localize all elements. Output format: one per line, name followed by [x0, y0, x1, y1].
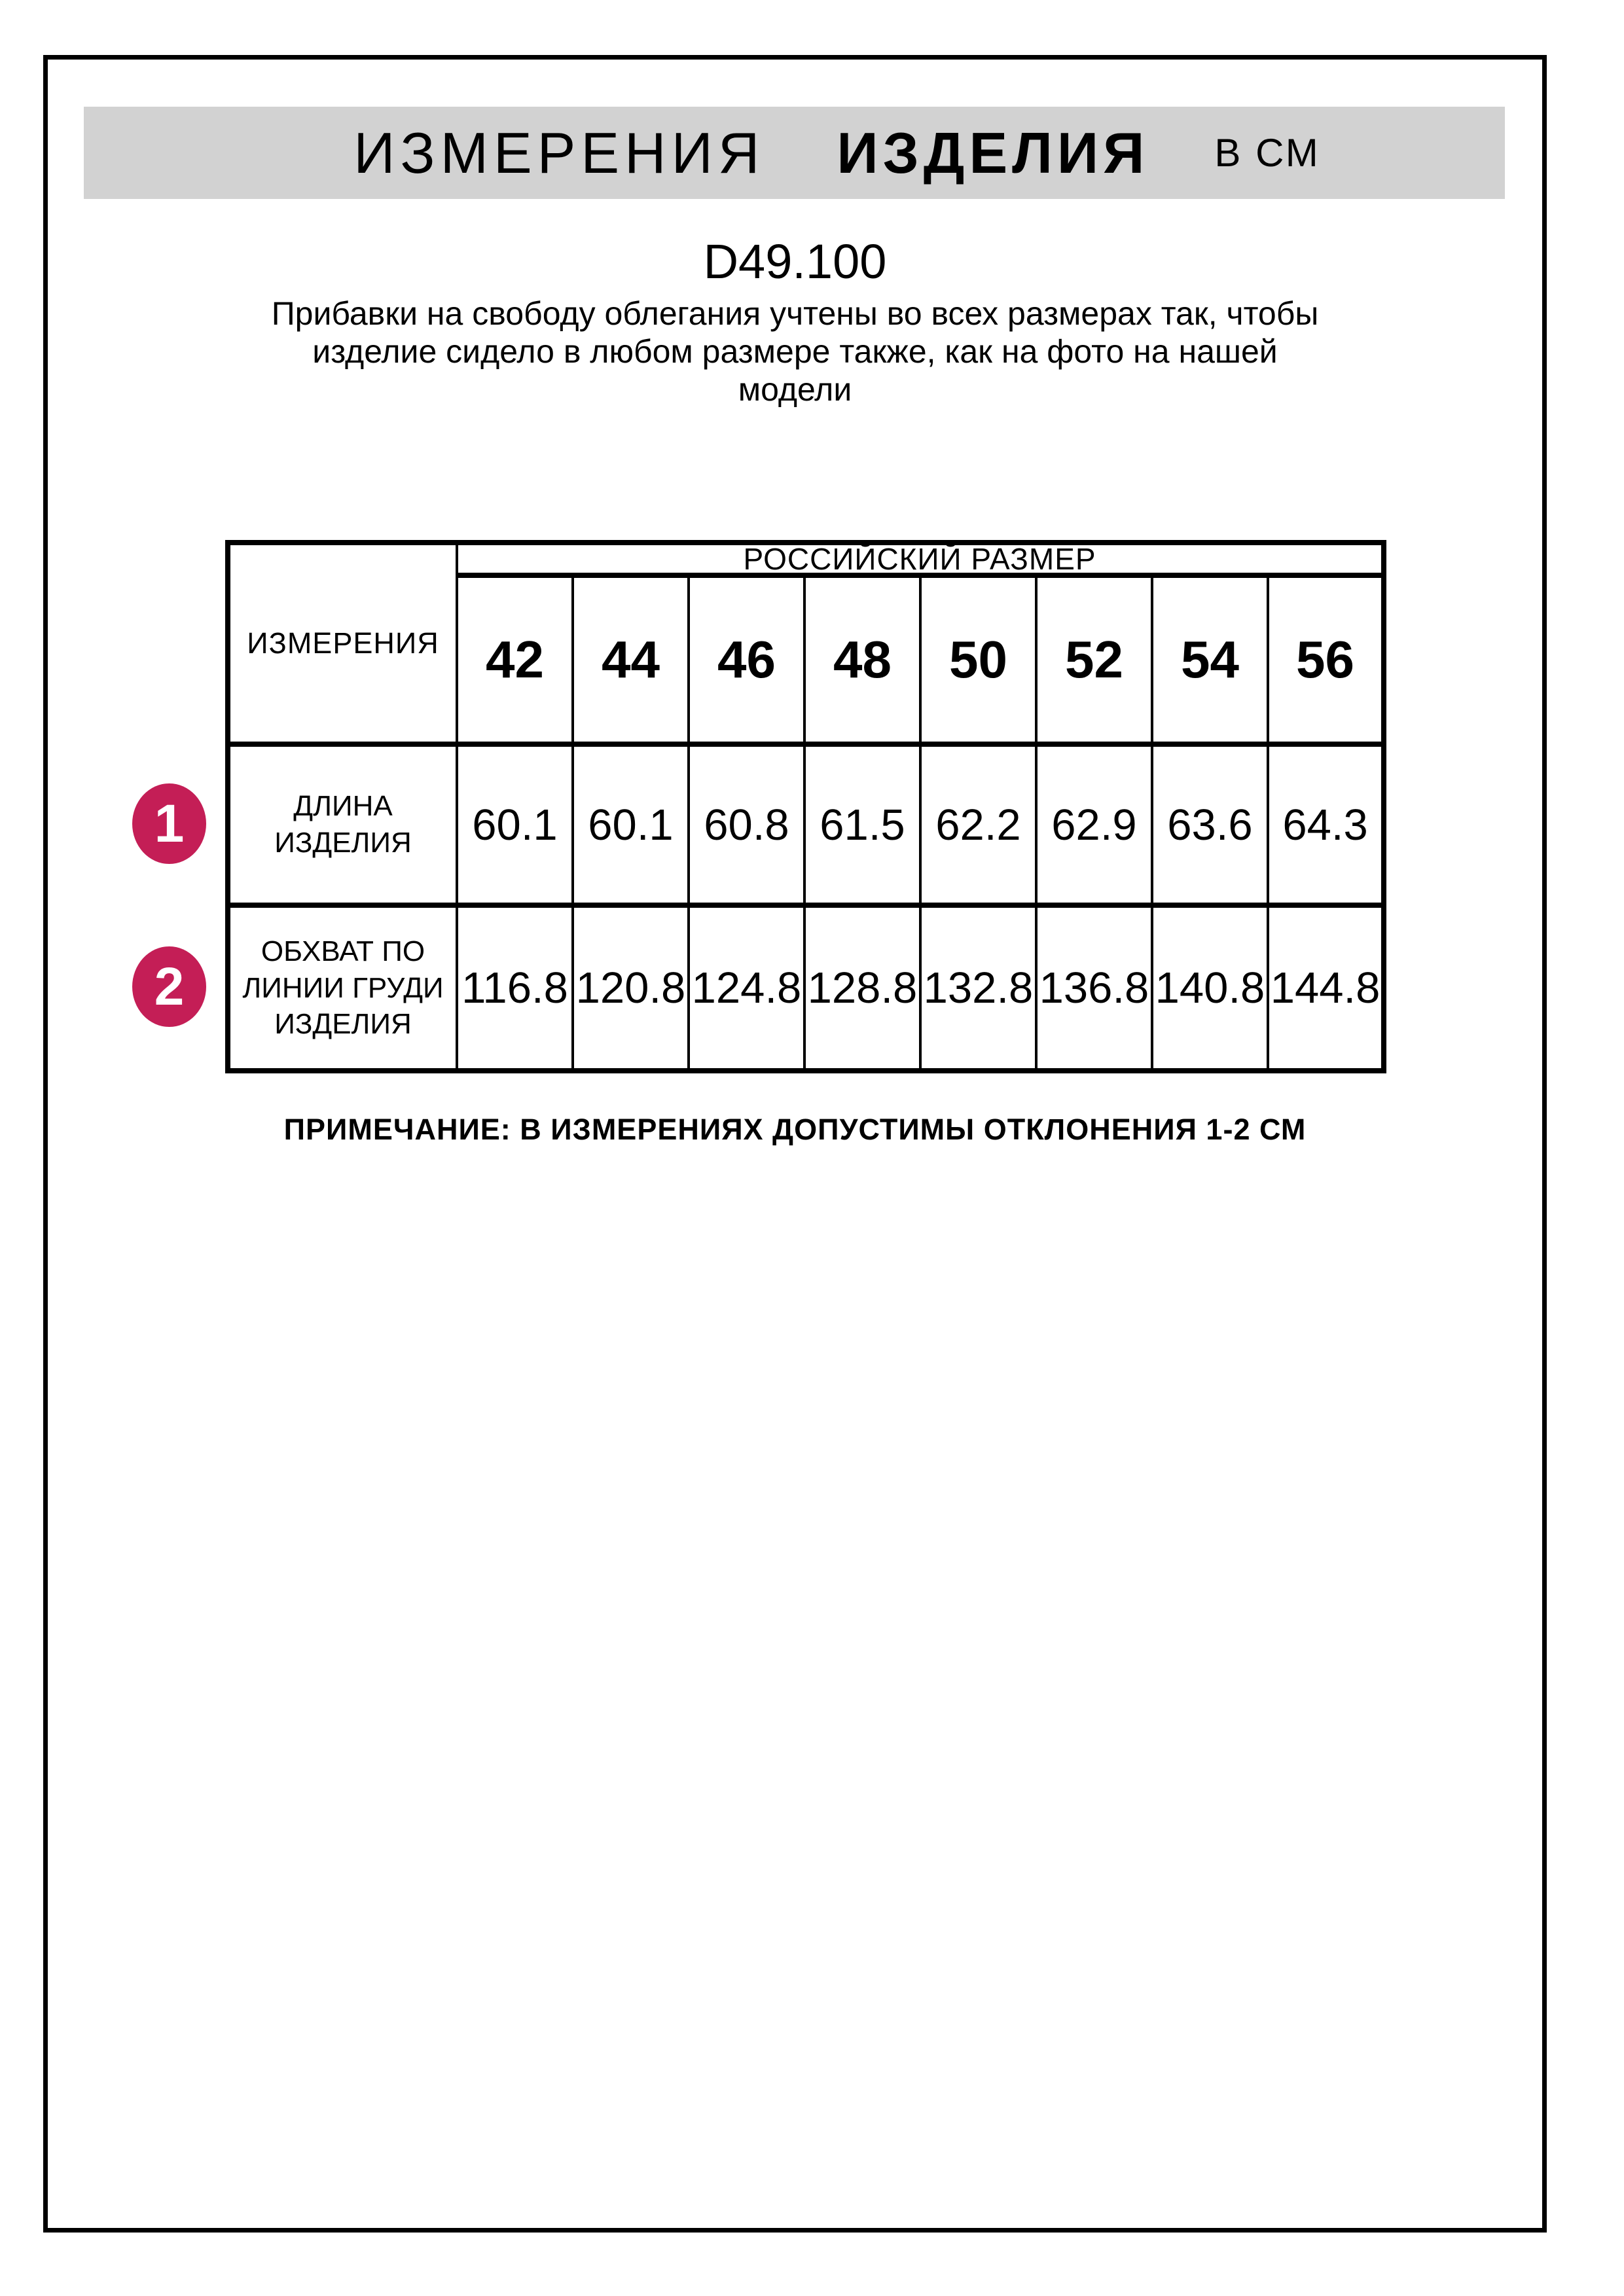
value-cell: 140.8 [1152, 905, 1268, 1071]
value-cell: 132.8 [920, 905, 1036, 1071]
size-header-cell: 50 [920, 575, 1036, 744]
value-cell: 62.9 [1036, 744, 1152, 905]
value-cell: 60.1 [573, 744, 689, 905]
title-word-product: ИЗДЕЛИЯ [837, 120, 1149, 185]
title-unit-cm: В СМ [1214, 131, 1320, 175]
measurements-table [225, 540, 1386, 1073]
row-label-length: ДЛИНА ИЗДЕЛИЯ [228, 744, 457, 905]
size-header-cell: 44 [573, 575, 689, 744]
size-header-cell: 54 [1152, 575, 1268, 744]
note-text: ПРИМЕЧАНИЕ: В ИЗМЕРЕНИЯХ ДОПУСТИМЫ ОТКЛОНЕНИЯ 1-2 СМ [283, 1113, 1307, 1146]
corner-label-cell: ИЗМЕРЕНИЯ [228, 543, 457, 744]
size-header-cell: 56 [1268, 575, 1384, 744]
value-cell: 61.5 [804, 744, 920, 905]
value-cell: 60.8 [689, 744, 804, 905]
row-marker-1-number: 1 [154, 793, 185, 853]
value-cell: 60.1 [457, 744, 573, 905]
intro-paragraph [43, 295, 1547, 408]
row-marker-2-badge [132, 946, 206, 1027]
russian-size-header-cell: РОССИЙСКИЙ РАЗМЕР [457, 543, 1384, 575]
value-cell: 144.8 [1268, 905, 1384, 1071]
intro-line-1: Прибавки на свободу облегания учтены во всех размерах так, чтобы [271, 295, 1319, 332]
table-row-length [228, 744, 1384, 905]
size-header-cell: 52 [1036, 575, 1152, 744]
model-code: D49.100 [703, 234, 887, 289]
value-cell: 63.6 [1152, 744, 1268, 905]
size-header-cell: 42 [457, 575, 573, 744]
intro-line-3: модели [738, 371, 852, 408]
title-bar [84, 107, 1505, 199]
table-group-header-row [228, 543, 1384, 575]
row-marker-1-badge [132, 783, 206, 864]
value-cell: 124.8 [689, 905, 804, 1071]
intro-line-2: изделие сидело в любом размере также, как на фото на нашей [312, 333, 1278, 370]
value-cell: 120.8 [573, 905, 689, 1071]
table-row-chest [228, 905, 1384, 1071]
row-label-chest: ОБХВАТ ПО ЛИНИИ ГРУДИ ИЗДЕЛИЯ [228, 905, 457, 1071]
value-cell: 64.3 [1268, 744, 1384, 905]
value-cell: 116.8 [457, 905, 573, 1071]
title-word-measurements: ИЗМЕРЕНИЯ [353, 120, 765, 185]
row-marker-2-number: 2 [154, 956, 185, 1016]
size-header-cell: 46 [689, 575, 804, 744]
value-cell: 136.8 [1036, 905, 1152, 1071]
value-cell: 128.8 [804, 905, 920, 1071]
value-cell: 62.2 [920, 744, 1036, 905]
size-header-cell: 48 [804, 575, 920, 744]
